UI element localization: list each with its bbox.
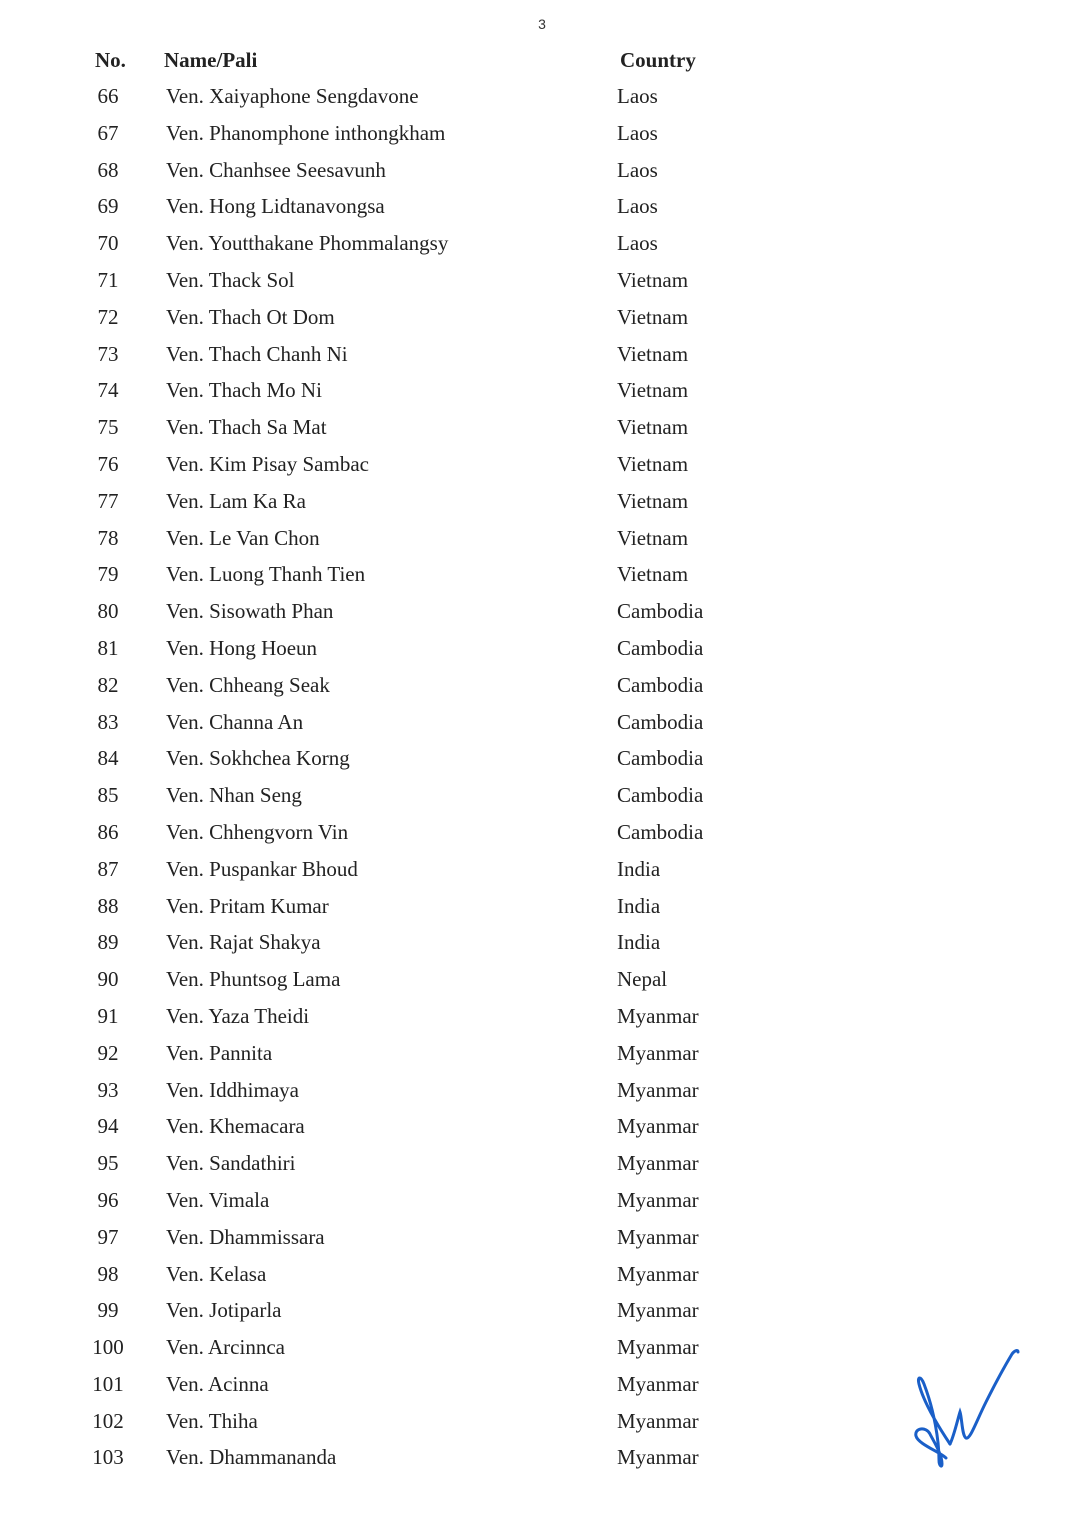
row-number: 77	[97, 488, 119, 513]
table-row	[0, 409, 1076, 446]
row-country: Cambodia	[617, 783, 704, 808]
table-row	[0, 851, 1076, 888]
row-country: India	[617, 893, 661, 918]
row-number: 99	[97, 1298, 119, 1323]
row-name: Ven. Le Van Chon	[166, 525, 320, 550]
table-row	[0, 188, 1076, 225]
table-row	[0, 1035, 1076, 1072]
row-country: India	[617, 930, 661, 955]
table-header	[0, 44, 1076, 76]
row-name: Ven. Hong Lidtanavongsa	[166, 194, 385, 219]
row-number: 83	[97, 709, 119, 734]
row-country: Nepal	[617, 967, 668, 992]
table-row	[0, 630, 1076, 667]
row-number: 85	[97, 783, 119, 808]
signature-stroke	[950, 1351, 1018, 1444]
table-row	[0, 1256, 1076, 1293]
row-country: Myanmar	[617, 1408, 699, 1433]
row-number: 70	[97, 231, 119, 256]
row-name: Ven. Hong Hoeun	[166, 635, 318, 660]
row-name: Ven. Chhengvorn Vin	[166, 819, 349, 844]
table-row	[0, 225, 1076, 262]
table-row	[0, 1182, 1076, 1219]
row-name: Ven. Thach Ot Dom	[166, 304, 335, 329]
row-country: Myanmar	[617, 1298, 699, 1323]
row-country: Cambodia	[617, 599, 704, 624]
row-country: Cambodia	[617, 635, 704, 660]
table-row	[0, 888, 1076, 925]
row-country: Vietnam	[617, 415, 689, 440]
row-country: Vietnam	[617, 562, 689, 587]
table-row	[0, 593, 1076, 630]
row-number: 72	[97, 304, 119, 329]
table-row	[0, 740, 1076, 777]
row-name: Ven. Phanomphone inthongkham	[166, 120, 446, 145]
table-row	[0, 1145, 1076, 1182]
table-row	[0, 998, 1076, 1035]
row-country: Myanmar	[617, 1335, 699, 1360]
row-name: Ven. Thach Mo Ni	[166, 378, 322, 403]
row-country: Myanmar	[617, 1040, 699, 1065]
row-name: Ven. Lam Ka Ra	[166, 488, 306, 513]
row-country: Cambodia	[617, 672, 704, 697]
row-name: Ven. Iddhimaya	[166, 1077, 299, 1102]
row-country: Laos	[617, 120, 658, 145]
row-name: Ven. Pannita	[166, 1040, 273, 1065]
row-number: 78	[97, 525, 119, 550]
table-row	[0, 924, 1076, 961]
row-name: Ven. Sisowath Phan	[166, 599, 334, 624]
table-row	[0, 446, 1076, 483]
row-number: 87	[97, 856, 119, 881]
table-row	[0, 262, 1076, 299]
table-row	[0, 115, 1076, 152]
row-name: Ven. Sokhchea Korng	[166, 746, 350, 771]
row-number: 103	[92, 1445, 124, 1470]
row-name: Ven. Phuntsog Lama	[166, 967, 341, 992]
row-country: Myanmar	[617, 1114, 699, 1139]
row-name: Ven. Jotiparla	[166, 1298, 282, 1323]
row-country: Laos	[617, 194, 658, 219]
table-row	[0, 814, 1076, 851]
row-number: 95	[97, 1151, 119, 1176]
table-row	[0, 520, 1076, 557]
page-number: 3	[538, 16, 546, 32]
row-country: Vietnam	[617, 488, 689, 513]
table-row	[0, 1219, 1076, 1256]
row-country: Vietnam	[617, 341, 689, 366]
row-name: Ven. Kim Pisay Sambac	[166, 451, 369, 476]
table-row	[0, 78, 1076, 115]
row-country: Myanmar	[617, 1151, 699, 1176]
signature-stroke	[916, 1378, 950, 1466]
row-name: Ven. Chheang Seak	[166, 672, 330, 697]
row-name: Ven. Arcinnca	[166, 1335, 285, 1360]
row-number: 90	[97, 967, 119, 992]
table-row	[0, 483, 1076, 520]
row-name: Ven. Acinna	[166, 1371, 269, 1396]
row-number: 71	[97, 267, 119, 292]
row-country: Vietnam	[617, 451, 689, 476]
row-country: Myanmar	[617, 1003, 699, 1028]
row-country: Myanmar	[617, 1077, 699, 1102]
row-number: 88	[97, 893, 119, 918]
row-name: Ven. Sandathiri	[166, 1151, 296, 1176]
row-number: 101	[92, 1371, 124, 1396]
row-country: Myanmar	[617, 1261, 699, 1286]
row-number: 74	[97, 378, 119, 403]
row-name: Ven. Thach Chanh Ni	[166, 341, 348, 366]
row-number: 76	[97, 451, 119, 476]
row-country: India	[617, 856, 661, 881]
row-number: 67	[97, 120, 119, 145]
row-number: 96	[97, 1187, 119, 1212]
row-number: 86	[97, 819, 119, 844]
row-country: Vietnam	[617, 267, 689, 292]
handwritten-signature-icon	[906, 1340, 1026, 1470]
table-row	[0, 777, 1076, 814]
row-country: Myanmar	[617, 1187, 699, 1212]
row-country: Myanmar	[617, 1371, 699, 1396]
row-name: Ven. Thach Sa Mat	[166, 415, 327, 440]
row-name: Ven. Youtthakane Phommalangsy	[166, 231, 449, 256]
table-row	[0, 961, 1076, 998]
header-no: No.	[95, 48, 126, 72]
row-country: Laos	[617, 157, 658, 182]
row-number: 81	[97, 635, 119, 660]
row-number: 102	[92, 1408, 124, 1433]
row-number: 75	[97, 415, 119, 440]
row-country: Cambodia	[617, 819, 704, 844]
row-number: 68	[97, 157, 119, 182]
row-number: 93	[97, 1077, 119, 1102]
row-number: 69	[97, 194, 119, 219]
row-country: Vietnam	[617, 378, 689, 403]
row-name: Ven. Thiha	[166, 1408, 258, 1433]
row-name: Ven. Khemacara	[166, 1114, 305, 1139]
table-row	[0, 556, 1076, 593]
row-number: 66	[97, 84, 119, 108]
table-row	[0, 152, 1076, 189]
table-row	[0, 372, 1076, 409]
row-country: Myanmar	[617, 1445, 699, 1470]
row-name: Ven. Channa An	[166, 709, 304, 734]
row-country: Vietnam	[617, 304, 689, 329]
table-row	[0, 667, 1076, 704]
row-number: 79	[97, 562, 119, 587]
row-name: Ven. Dhammananda	[166, 1445, 337, 1470]
row-number: 89	[97, 930, 119, 955]
row-number: 80	[97, 599, 119, 624]
row-name: Ven. Kelasa	[166, 1261, 267, 1286]
row-name: Ven. Dhammissara	[166, 1224, 325, 1249]
row-name: Ven. Luong Thanh Tien	[166, 562, 366, 587]
table-row	[0, 336, 1076, 373]
header-name: Name/Pali	[164, 48, 258, 72]
row-name: Ven. Xaiyaphone Sengdavone	[166, 84, 419, 108]
row-number: 97	[97, 1224, 119, 1249]
row-name: Ven. Thack Sol	[166, 267, 295, 292]
row-number: 84	[97, 746, 119, 771]
row-country: Myanmar	[617, 1224, 699, 1249]
table-row	[0, 299, 1076, 336]
row-number: 100	[92, 1335, 124, 1360]
row-name: Ven. Vimala	[166, 1187, 270, 1212]
row-country: Cambodia	[617, 709, 704, 734]
row-name: Ven. Yaza Theidi	[166, 1003, 310, 1028]
header-country: Country	[620, 48, 696, 72]
row-country: Laos	[617, 84, 658, 108]
row-number: 94	[97, 1114, 119, 1139]
row-name: Ven. Pritam Kumar	[166, 893, 329, 918]
row-name: Ven. Chanhsee Seesavunh	[166, 157, 386, 182]
row-country: Laos	[617, 231, 658, 256]
row-number: 92	[97, 1040, 119, 1065]
table-row	[0, 1072, 1076, 1109]
row-number: 73	[97, 341, 119, 366]
table-row	[0, 704, 1076, 741]
row-number: 91	[97, 1003, 119, 1028]
row-country: Vietnam	[617, 525, 689, 550]
row-number: 82	[97, 672, 119, 697]
row-name: Ven. Rajat Shakya	[166, 930, 321, 955]
row-number: 98	[97, 1261, 119, 1286]
row-name: Ven. Puspankar Bhoud	[166, 856, 358, 881]
participant-list	[0, 78, 1076, 1476]
row-name: Ven. Nhan Seng	[166, 783, 302, 808]
table-row	[0, 1108, 1076, 1145]
row-country: Cambodia	[617, 746, 704, 771]
table-row	[0, 1292, 1076, 1329]
